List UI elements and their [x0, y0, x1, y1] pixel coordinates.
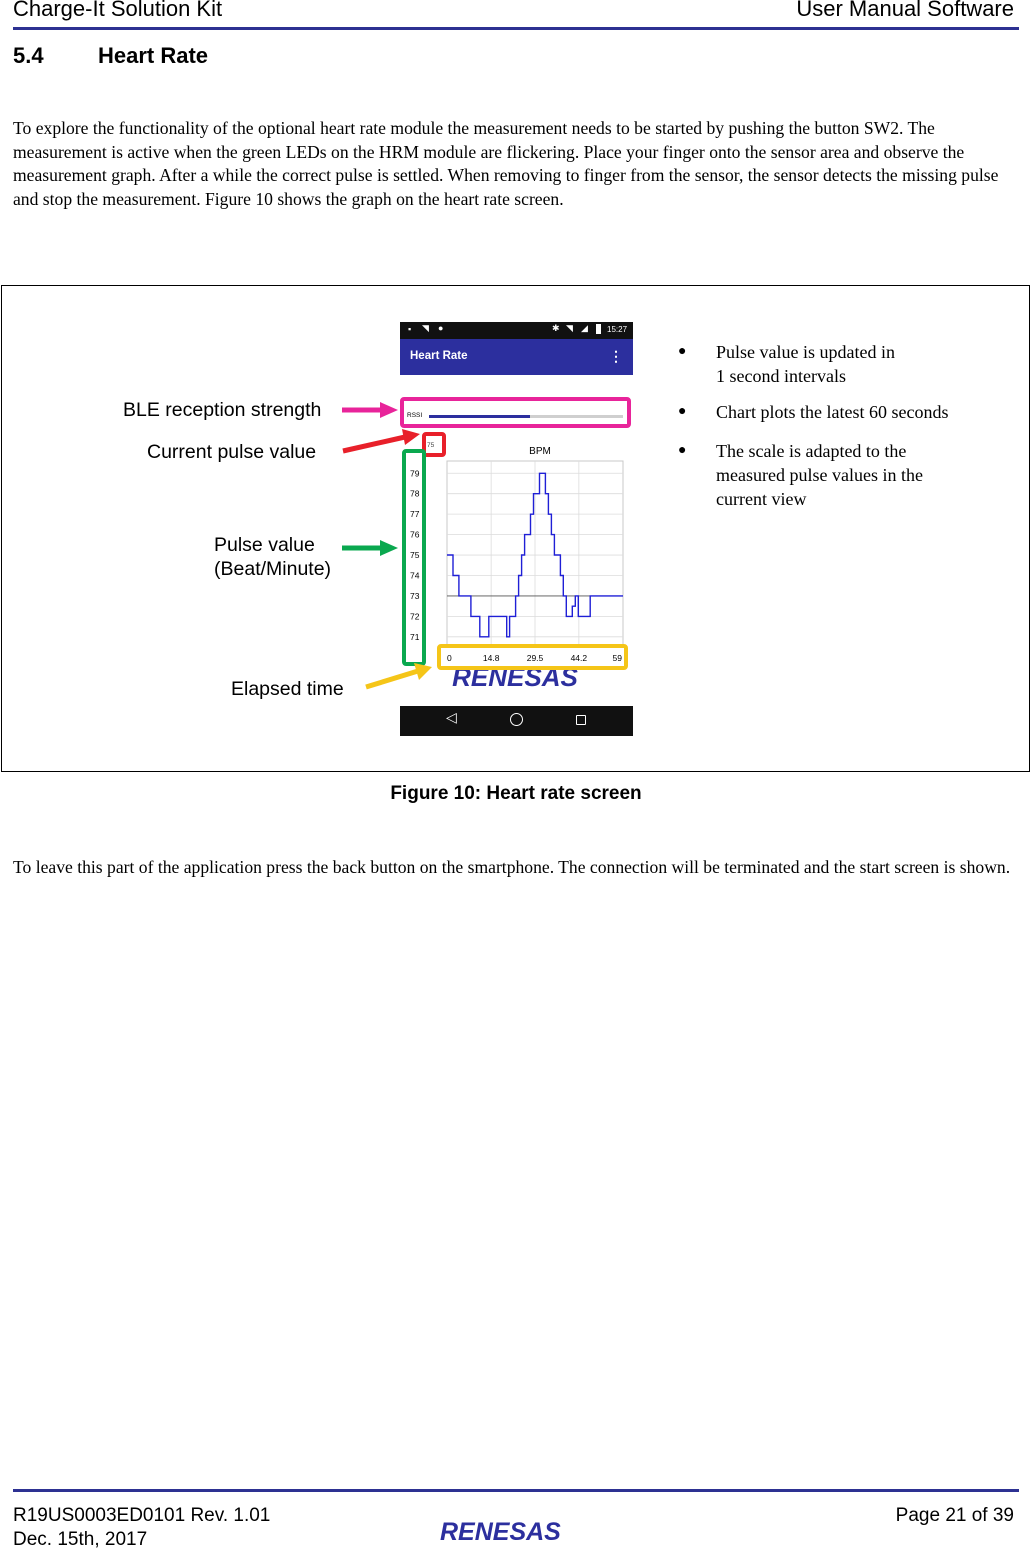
wifi-icon: ◥ — [422, 323, 429, 333]
callout-pulse-label-1: Pulse value — [214, 534, 315, 556]
chart-y-tick-label: 73 — [410, 590, 420, 601]
current-arrow — [343, 429, 420, 451]
cellular-icon: ◢ — [581, 323, 588, 333]
figure-caption: Figure 10: Heart rate screen — [390, 783, 642, 804]
bullet-text: Chart plots the latest 60 seconds — [716, 402, 949, 422]
chart-x-tick-label: 14.8 — [482, 653, 500, 663]
ble-highlight-box — [402, 399, 629, 426]
more-vert-icon[interactable]: ⋮ — [609, 348, 623, 364]
ble-arrow — [342, 402, 398, 418]
current-pulse-value: 75 — [427, 442, 435, 449]
intro-paragraph: To explore the functionality of the optional heart rate module the measurement needs to be started by pushing the button SW2. The measurement is active when the green LEDs on the HRM module are flickering. Place your finger onto the sensor area and observe the measurement graph. After a while the correct pulse is settled. When removing to finger from the sensor, the sensor detects the missing pulse and stop the measurement. Figure 10 shows the graph on the heart rate screen. — [13, 118, 999, 209]
phone-brand-logo: RENESAS — [452, 662, 578, 692]
bullet-text: Pulse value is updated in — [716, 342, 895, 362]
section-title: Heart Rate — [98, 43, 209, 68]
footer-rule — [13, 1489, 1019, 1492]
callout-pulse-label-2: (Beat/Minute) — [214, 558, 332, 580]
bullet-text: The scale is adapted to the — [716, 441, 907, 461]
footer-doc-id: R19US0003ED0101 Rev. 1.01 — [13, 1505, 271, 1526]
bluetooth-icon: ✱ — [552, 323, 560, 333]
callout-ble-label: BLE reception strength — [123, 399, 322, 421]
callout-current-label: Current pulse value — [147, 441, 317, 463]
chart-y-tick-label: 71 — [410, 631, 420, 642]
outro-paragraph: To leave this part of the application press the back button on the smartphone. The connection will be terminated and the start screen is shown. — [13, 857, 1011, 877]
chart-y-tick-label: 78 — [410, 488, 420, 499]
header-title: Charge-It Solution Kit — [13, 0, 223, 21]
footer-brand-logo: RENESAS — [440, 1518, 561, 1546]
chart-x-tick-label: 0 — [447, 653, 452, 663]
elapsed-arrow — [366, 663, 432, 687]
chart-y-tick-label: 74 — [410, 570, 420, 581]
signal-icon: ◥ — [566, 323, 573, 333]
current-highlight-box — [424, 434, 444, 455]
chart-grid — [447, 461, 623, 645]
header-doc-type: User Manual Software — [796, 0, 1014, 21]
chart-x-tick-label: 59 — [612, 653, 622, 663]
chart-x-tick-label: 44.2 — [570, 653, 588, 663]
chart-y-tick-label: 79 — [410, 468, 420, 479]
footer-date: Dec. 15th, 2017 — [13, 1529, 148, 1550]
footer-page-number: Page 21 of 39 — [895, 1505, 1014, 1526]
bullet-dot: ● — [678, 344, 687, 359]
rssi-label: RSSI — [407, 412, 423, 419]
chart-y-tick-label: 76 — [410, 529, 420, 540]
app-title: Heart Rate — [410, 350, 468, 362]
pulse-arrow — [342, 540, 398, 556]
bullet-text: 1 second intervals — [716, 366, 846, 386]
bullet-dot: ● — [678, 443, 687, 458]
callout-elapsed-label: Elapsed time — [231, 678, 344, 700]
chart-y-ticks — [410, 468, 420, 642]
status-time: 15:27 — [607, 325, 628, 334]
bullet-text: current view — [716, 489, 807, 509]
chart-y-tick-label: 77 — [410, 509, 420, 520]
back-icon[interactable]: ◁ — [446, 711, 457, 726]
bullet-dot: ● — [678, 404, 687, 419]
chart-x-tick-label: 29.5 — [526, 653, 544, 663]
section-number: 5.4 — [13, 43, 44, 68]
image-icon: ▪ — [408, 324, 412, 334]
chart-title: BPM — [529, 446, 551, 457]
chart-y-tick-label: 75 — [410, 550, 420, 561]
bullet-text: measured pulse values in the — [716, 465, 923, 485]
shield-icon: ● — [438, 323, 444, 333]
chart-y-tick-label: 72 — [410, 611, 420, 622]
